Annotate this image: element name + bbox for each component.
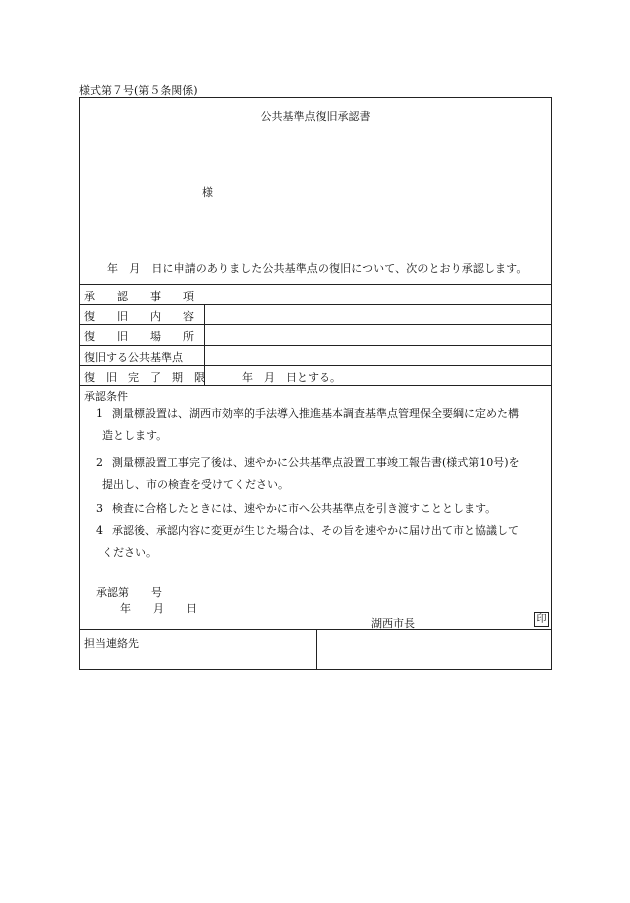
contact-label: 担当連絡先 [84,637,139,650]
condition-number: 2 [96,456,103,469]
completion-deadline-value: 年 月 日とする。 [242,371,341,384]
approval-number: 承認第 号 [96,586,162,599]
condition-number: 3 [96,502,103,515]
condition-item [96,520,546,564]
condition-text-continued: 提出し、市の検査を受けてください。 [102,478,289,491]
mayor-name: 湖西市長 [371,617,415,630]
seal-stamp: 印 [534,612,549,627]
condition-item [96,452,546,496]
condition-text: 測量標設置は、湖西市効率的手法導入推進基本調査基準点管理保全要綱に定めた構 [112,407,519,420]
condition-item [96,498,546,520]
approval-statement: 年 月 日に申請のありました公共基準点の復旧について、次のとおり承認します。 [107,262,528,275]
document-title: 公共基準点復旧承認書 [260,110,371,123]
row-label-completion-deadline: 復 旧 完 了 期 限 [84,371,205,384]
contact-column-divider [316,629,317,670]
row-label-approval-items: 承 認 事 項 [84,290,194,303]
condition-text: 検査に合格したときには、速やかに市へ公共基準点を引き渡すこととします。 [112,502,497,515]
condition-item [96,403,546,447]
condition-number: 4 [96,524,103,537]
row-divider [80,304,551,305]
condition-text: 承認後、承認内容に変更が生じた場合は、その旨を速やかに届け出て市と協議して [112,524,519,537]
row-label-reference-point: 復旧する公共基準点 [84,351,183,364]
addressee-suffix: 様 [202,186,213,199]
condition-text: 測量標設置工事完了後は、速やかに公共基準点設置工事竣工報告書(様式第10号)を [112,456,520,469]
conditions-title: 承認条件 [84,390,128,403]
table-bottom-border [80,385,551,386]
condition-number: 1 [96,407,103,420]
table-top-border [80,284,551,285]
row-label-restoration-place: 復 旧 場 所 [84,330,194,343]
form-number-label: 様式第７号(第５条関係) [79,84,198,97]
row-divider [80,324,551,325]
row-divider [80,365,551,366]
condition-text-continued: 造とします。 [102,429,168,442]
row-divider [80,345,551,346]
condition-text-continued: ください。 [102,546,157,559]
approval-form [79,97,552,670]
approval-date: 年 月 日 [120,602,197,615]
row-label-restoration-content: 復 旧 内 容 [84,310,194,323]
